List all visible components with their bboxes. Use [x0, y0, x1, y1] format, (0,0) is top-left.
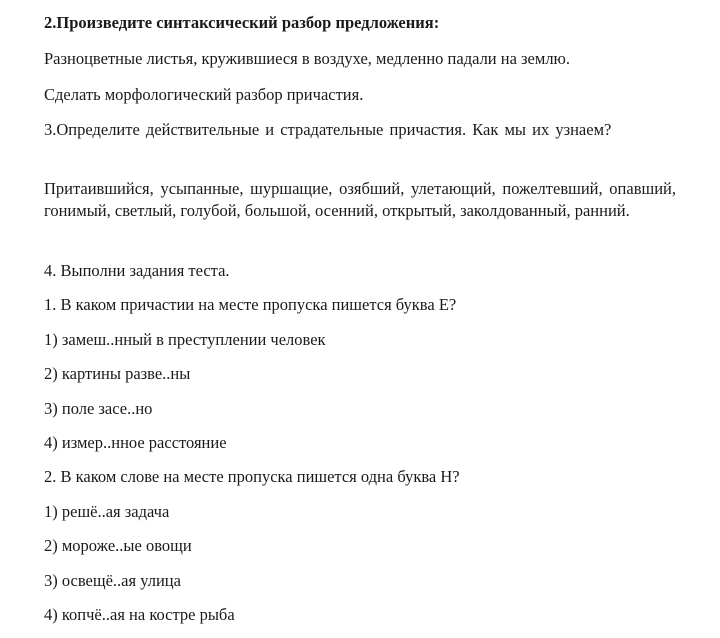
q1-option-4: 4) измер..нное расстояние: [44, 433, 227, 452]
q2-option-2: 2) мороже..ые овощи: [44, 536, 192, 555]
task2-morph-instruction: Сделать морфологический разбор причастия.: [44, 85, 364, 104]
q1-option-1: 1) замеш..нный в преступлении человек: [44, 330, 326, 349]
task2-sentence: Разноцветные листья, кружившиеся в воздухе, медленно падали на землю.: [44, 49, 571, 68]
task4-heading: 4. Выполни задания теста.: [44, 261, 230, 280]
task3-word-list: Притаившийся, усыпанные, шуршащие, озябший, улетающий, пожелтевший, опавший, гонимый, светлый, голубой, большой, осенний, открытый, заколдованный, ранний.: [44, 179, 676, 220]
q2-option-3: 3) освещё..ая улица: [44, 571, 181, 590]
q1-option-3: 3) поле засе..но: [44, 399, 153, 418]
q1-question: 1. В каком причастии на месте пропуска пишется буква Е?: [44, 295, 457, 314]
task3-heading: 3.Определите действительные и страдательные причастия. Как мы их узнаем?: [44, 120, 612, 139]
task2-heading: 2.Произведите синтаксический разбор предложения:: [44, 13, 440, 32]
q2-option-1: 1) решё..ая задача: [44, 502, 170, 521]
q2-option-4: 4) копчё..ая на костре рыба: [44, 605, 235, 624]
q1-option-2: 2) картины разве..ны: [44, 364, 191, 383]
q2-question: 2. В каком слове на месте пропуска пишется одна буква Н?: [44, 467, 460, 486]
